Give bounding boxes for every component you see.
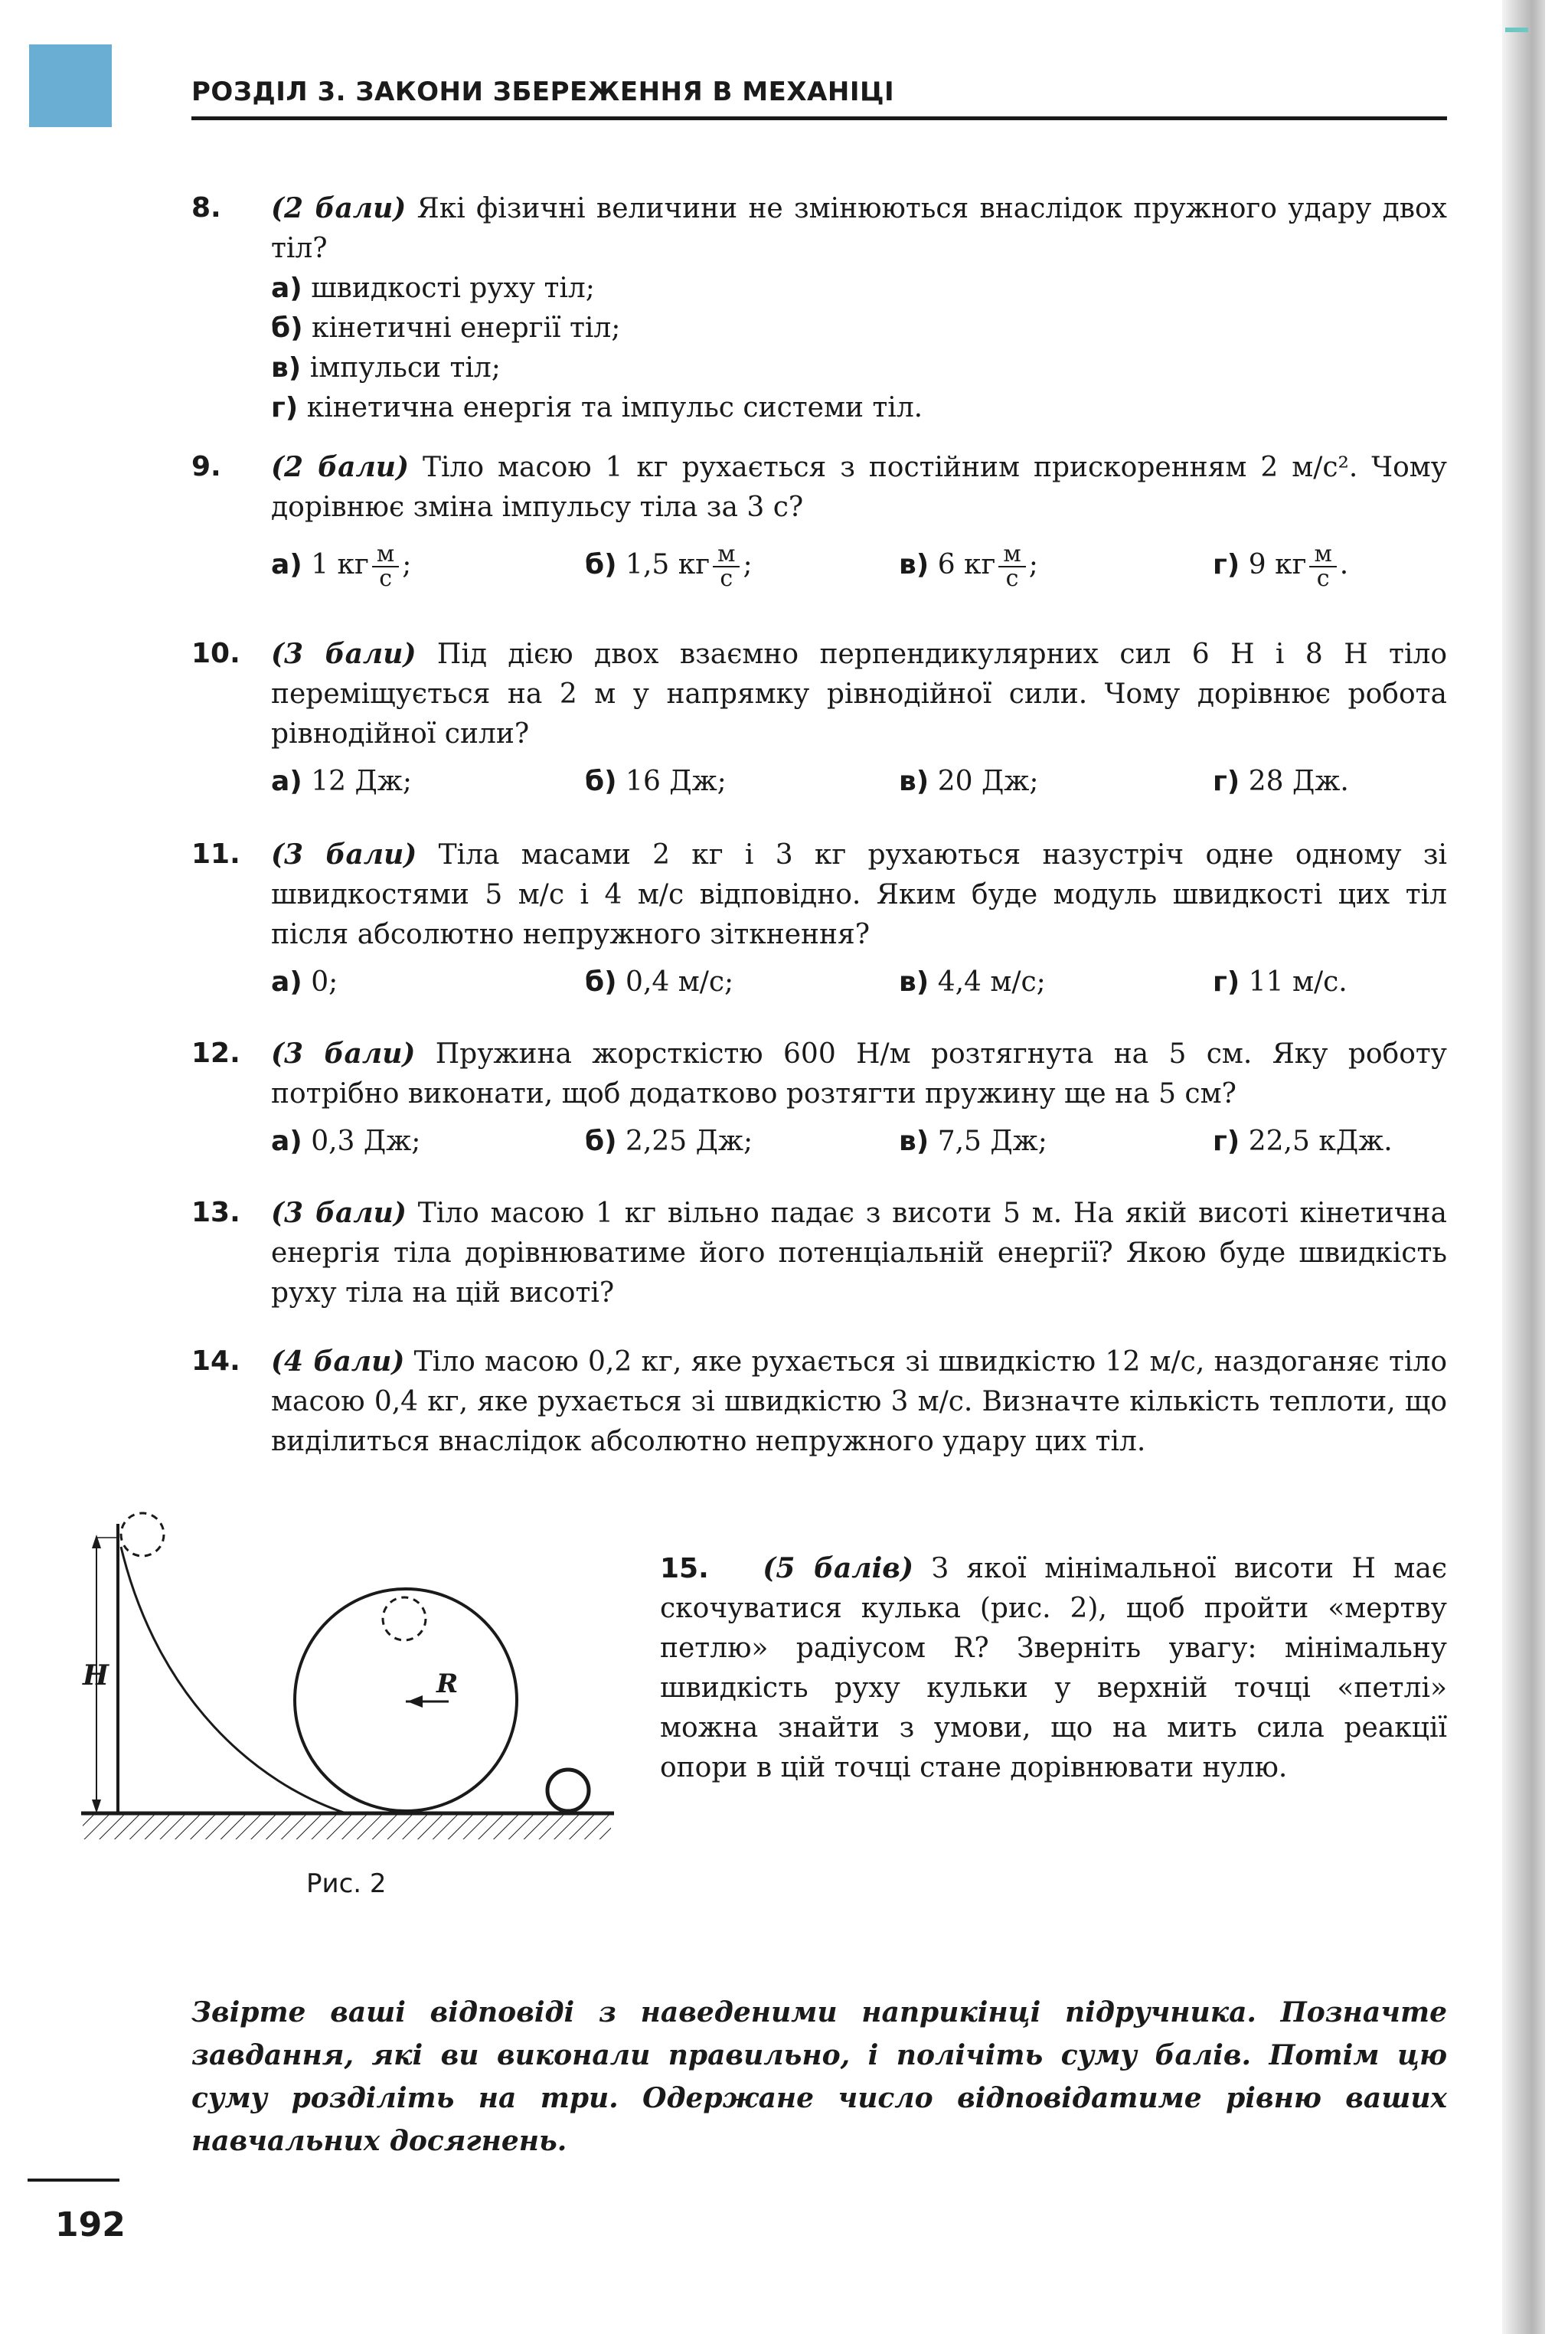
ball <box>547 1770 589 1811</box>
options-row <box>271 963 1447 1005</box>
question-number: 13. <box>191 1197 240 1228</box>
option-d: г) 9 кг $\frac{м}{с}$ . <box>1213 541 1349 592</box>
question-points: (3 бали) <box>271 638 416 670</box>
chapter-header: РОЗДІЛ 3. ЗАКОНИ ЗБЕРЕЖЕННЯ В МЕХАНІЦІ <box>191 77 895 107</box>
figure-caption: Рис. 2 <box>306 1868 387 1899</box>
question-15 <box>660 1548 1447 1788</box>
question-points: (3 бали) <box>271 1197 407 1229</box>
height-label: H <box>83 1659 109 1692</box>
question-text: З якої мінімальної висоти H має скочуватися кулька (рис. 2), щоб пройти «мертву петлю» радіусом R? Зверніть увагу: мінімальну швидкість руху кульки у верхній точці «петлі» можна знайти з умови, що на мить сила реакції опори в цій точці стане дорівнювати нулю. <box>660 1553 1447 1783</box>
question-text: Які фізичні величини не змінюються внаслідок пружного удару двох тіл? <box>271 193 1447 264</box>
option-b: б) 2,25 Дж; <box>585 1126 753 1157</box>
question-10 <box>191 634 1447 805</box>
question-number: 9. <box>191 451 221 482</box>
option-b: б) 16 Дж; <box>585 766 727 797</box>
question-number: 8. <box>191 192 221 224</box>
option-d: г) 28 Дж. <box>1213 766 1349 797</box>
option-a: а) 1 кг $\frac{м}{с}$ ; <box>271 541 412 592</box>
options-row <box>271 762 1447 805</box>
question-points: (3 бали) <box>271 1038 416 1070</box>
page-edge-mark <box>1505 28 1528 32</box>
question-text: Тіло масою 1 кг рухається з постійним прискоренням 2 м/с². Чому дорівнює зміна імпульсу тіла за 3 с? <box>271 452 1447 523</box>
option-c: в) імпульси тіл; <box>271 352 501 384</box>
header-rule <box>191 116 1447 120</box>
option-a: а) 0; <box>271 966 338 998</box>
question-8 <box>191 188 1447 428</box>
option-c: в) 20 Дж; <box>899 766 1039 797</box>
top-ball-dashed <box>383 1597 426 1640</box>
question-9 <box>191 447 1447 604</box>
option-b: б) кінетичні енергії тіл; <box>271 312 621 344</box>
height-arrow-head-top <box>92 1535 101 1548</box>
loop-diagram <box>74 1501 625 1861</box>
question-number: 10. <box>191 638 240 669</box>
question-13 <box>191 1193 1447 1313</box>
chapter-color-tab <box>29 44 112 127</box>
option-b: б) 0,4 м/с; <box>585 966 734 998</box>
question-text: Під дією двох взаємно перпендикулярних сил 6 Н і 8 Н тіло переміщується на 2 м у напрямку рівнодійної сили. Чому дорівнює робота рівнодійної сили? <box>271 639 1447 750</box>
option-c: в) 7,5 Дж; <box>899 1126 1047 1157</box>
option-d: г) кінетична енергія та імпульс системи тіл. <box>271 392 923 423</box>
option-d: г) 22,5 кДж. <box>1213 1126 1393 1157</box>
question-points: (4 бали) <box>271 1345 405 1378</box>
radius-label: R <box>436 1669 459 1699</box>
question-text: Пружина жорсткістю 600 Н/м розтягнута на 5 см. Яку роботу потрібно виконати, щоб додатково розтягти пружину ще на 5 см? <box>271 1038 1447 1110</box>
question-points: (5 балів) <box>763 1552 913 1584</box>
question-11 <box>191 835 1447 1005</box>
question-number: 12. <box>191 1038 240 1069</box>
option-a: а) 12 Дж; <box>271 766 412 797</box>
question-14 <box>191 1342 1447 1462</box>
option-c: в) 4,4 м/с; <box>899 966 1046 998</box>
option-d: г) 11 м/с. <box>1213 966 1348 998</box>
page-number: 192 <box>55 2205 126 2244</box>
question-points: (3 бали) <box>271 838 417 871</box>
question-12 <box>191 1034 1447 1165</box>
footer-rule <box>28 2179 119 2182</box>
page-edge-strip <box>1502 0 1545 2334</box>
question-number: 15. <box>660 1553 709 1584</box>
option-b: б) 1,5 кг $\frac{м}{с}$ ; <box>585 541 753 592</box>
question-points: (2 бали) <box>271 192 407 224</box>
option-a: а) 0,3 Дж; <box>271 1126 421 1157</box>
question-text: Тіло масою 1 кг вільно падає з висоти 5 м. На якій висоті кінетична енергія тіла дорівнюватиме його потенціальній енергії? Якою буде швидкість руху тіла на цій висоті? <box>271 1198 1448 1309</box>
options-row <box>271 1122 1447 1165</box>
option-a: а) швидкості руху тіл; <box>271 273 595 304</box>
question-number: 11. <box>191 838 240 870</box>
self-check-note: Звірте ваші відповіді з наведеними наприкінці підручника. Позначте завдання, які ви виконали правильно, і полічіть суму балів. Потім цю суму розділіть на три. Одержане число відповідатиме рівню ваших навчальних досягнень. <box>191 1996 1447 2157</box>
loop-circle <box>295 1589 517 1811</box>
question-points: (2 бали) <box>271 451 409 483</box>
height-arrow-head-bottom <box>92 1800 101 1813</box>
question-text: Тіла масами 2 кг і 3 кг рухаються назустріч одне одному зі швидкостями 5 м/с і 4 м/с відповідно. Яким буде модуль швидкості цих тіл після абсолютно непружного зіткнення? <box>271 839 1447 950</box>
ground-hatching <box>83 1813 611 1839</box>
question-text: Тіло масою 0,2 кг, яке рухається зі швидкістю 12 м/с, наздоганяє тіло масою 0,4 кг, яке рухається зі швидкістю 3 м/с. Визначте кількість теплоти, що виділиться внаслідок абсолютно непружного удару цих тіл. <box>271 1346 1447 1457</box>
start-ball-dashed <box>121 1513 164 1556</box>
options-row <box>271 528 1447 604</box>
radius-arrow-head <box>407 1695 423 1708</box>
question-number: 14. <box>191 1345 240 1377</box>
option-c: в) 6 кг $\frac{м}{с}$ ; <box>899 541 1038 592</box>
ramp-curve <box>121 1547 346 1813</box>
